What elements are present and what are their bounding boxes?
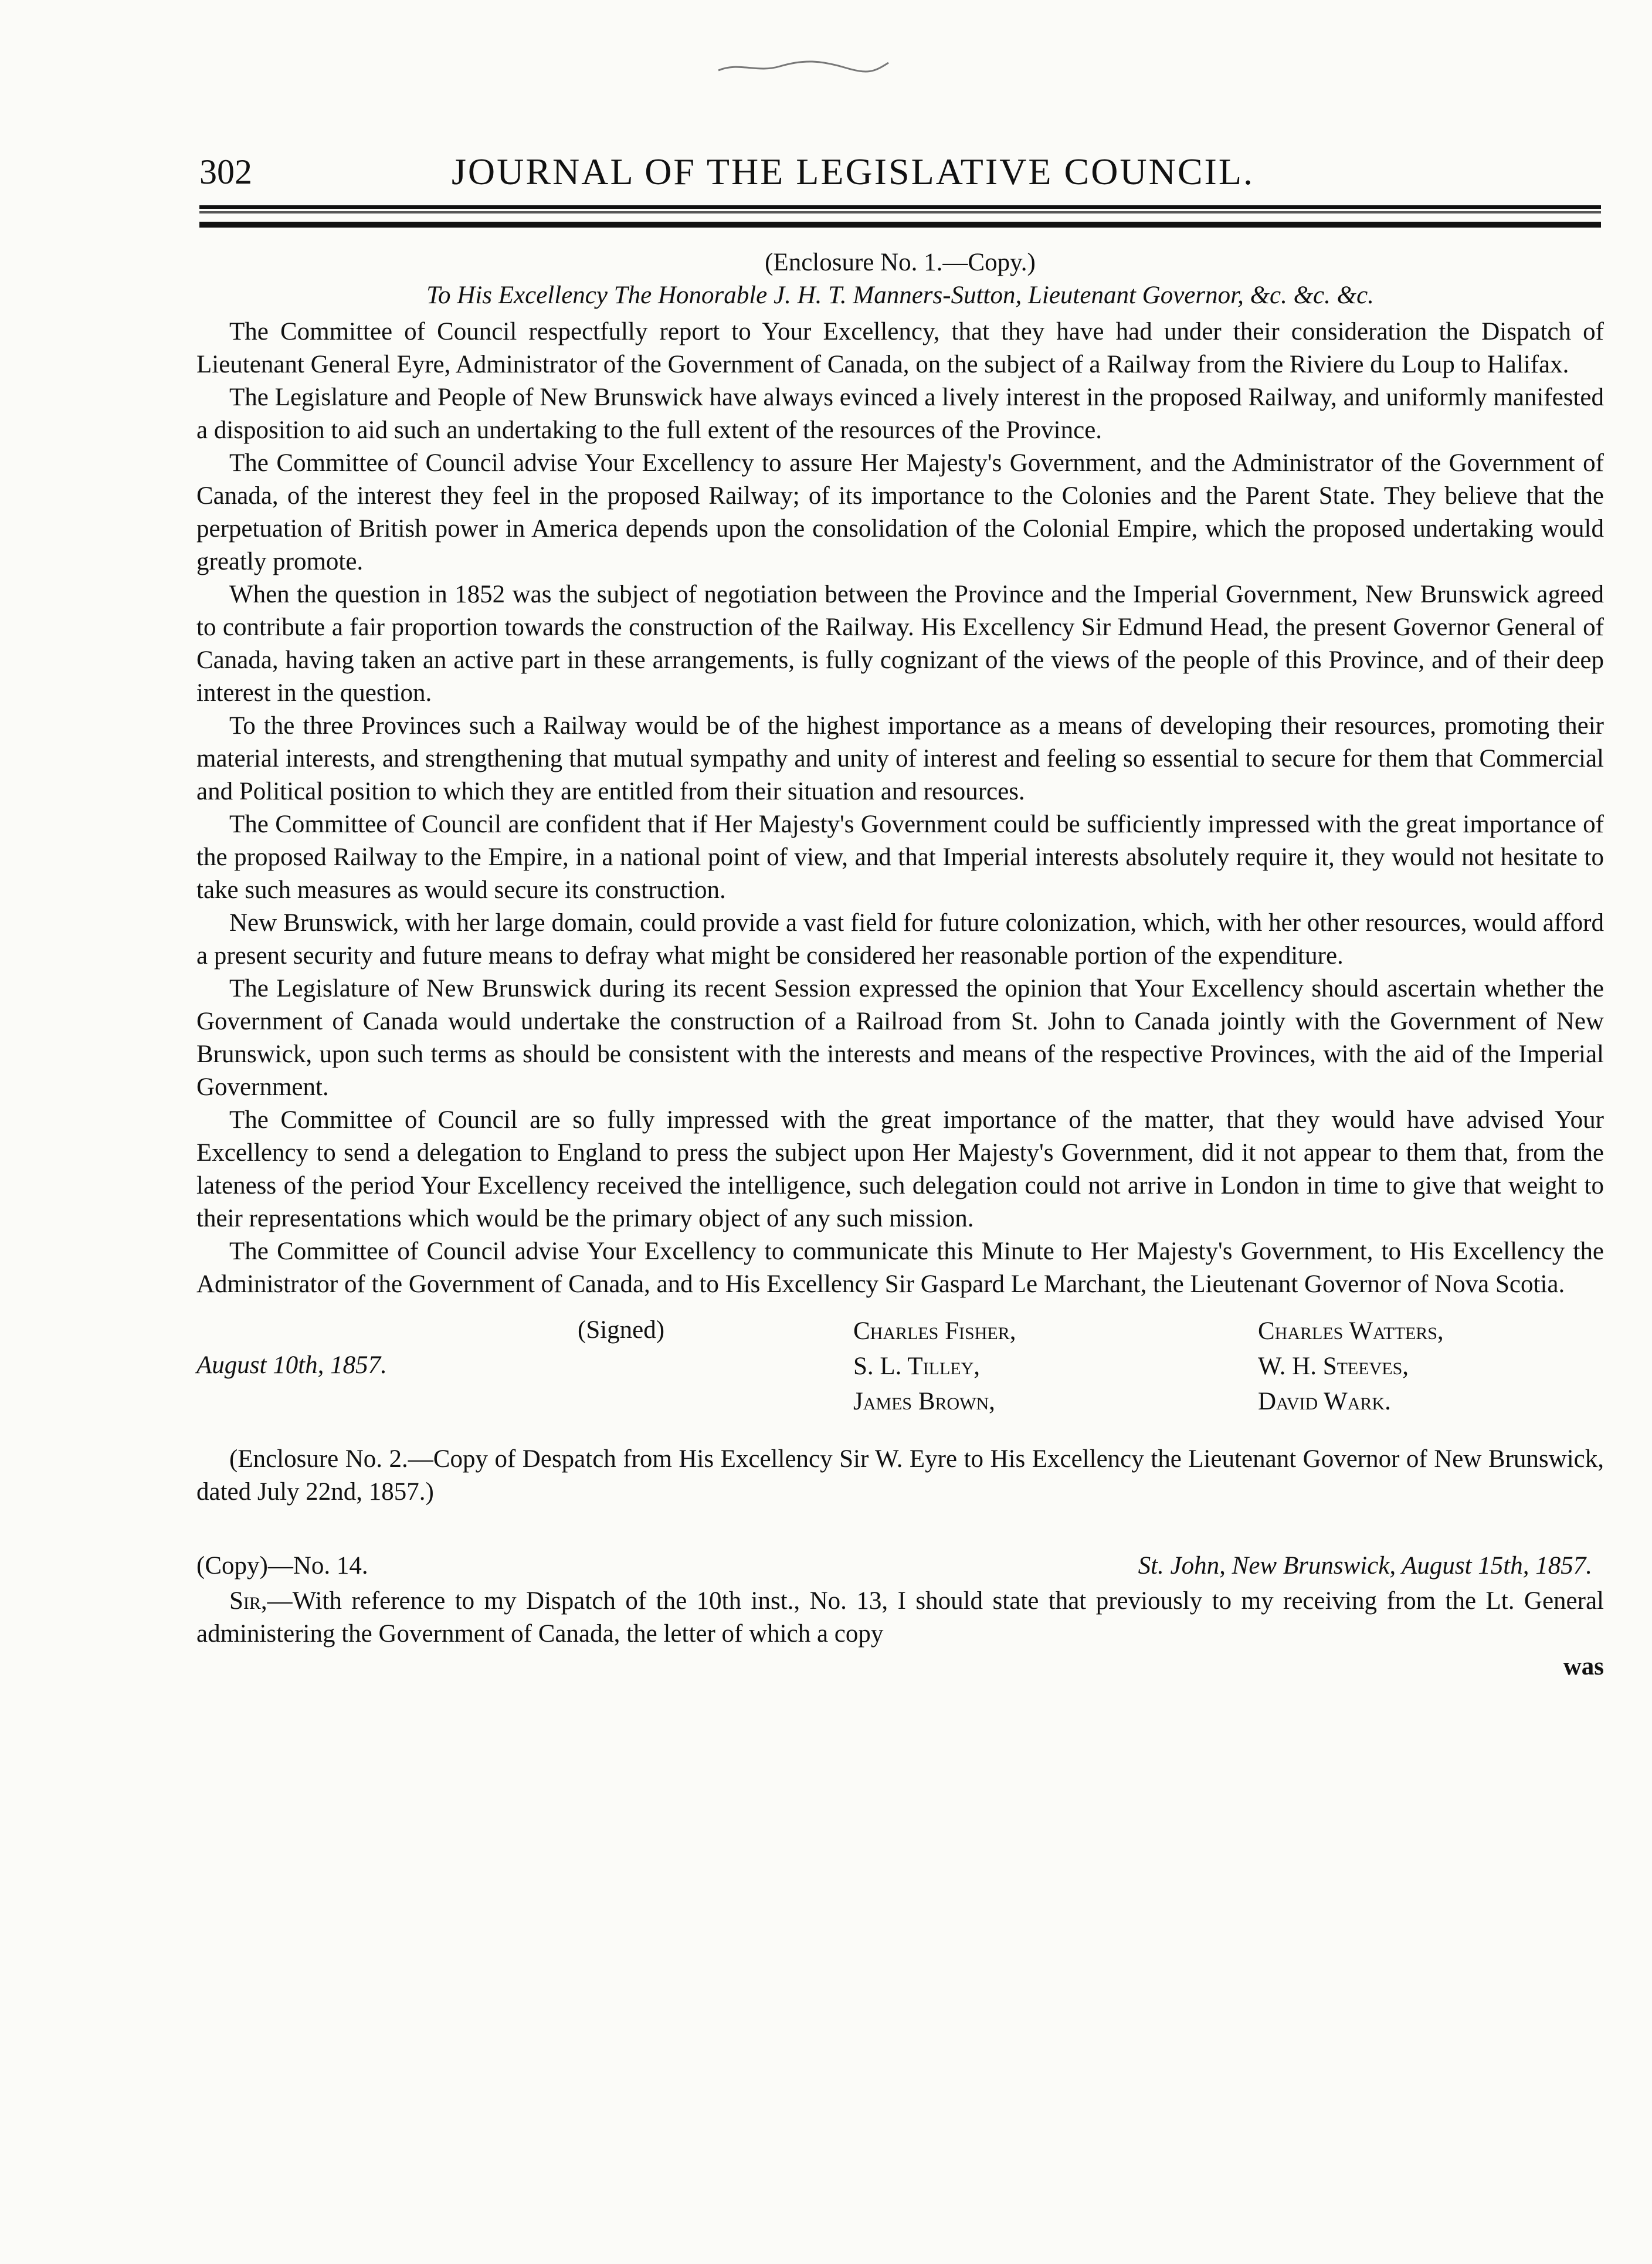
paragraph: New Brunswick, with her large domain, could provide a vast field for future colonization, which, with her other resources, would afford a present security and future means to defray what might be considered her reasonable portion of the expenditure. [196,909,1604,970]
salutation: Sir, [229,1587,267,1615]
signatory: James Brown, [853,1388,995,1415]
signatory: S. L. Tilley, [853,1353,981,1380]
paragraph: The Legislature of New Brunswick during its recent Session expressed the opinion that Your Excellency should ascertain whether the Government of Canada would undertake the construction of a Railroad from St. John to Canada jointly with the Government of New Brunswick, upon such terms as should be consistent with the interests and means of the respective Provinces, with the aid of the Imperial Government. [196,975,1604,1101]
copy-place-date: St. John, New Brunswick, August 15th, 1857. [1138,1552,1592,1580]
signatories-column-1 [853,1314,1016,1419]
paragraph: The Committee of Council are so fully impressed with the great importance of the matter, that they would have advised Your Excellency to send a delegation to England to press the subject upon Her Majesty's Government, did it not appear to them that, from the lateness of the period Your Excellency received the intelligence, such delegation could not arrive in London in time to give that weight to their representations which would be the primary object of any such mission. [196,1106,1604,1232]
page-header [199,145,1601,198]
paragraph: The Committee of Council respectfully report to Your Excellency, that they have had under their consideration the Dispatch of Lieutenant General Eyre, Administrator of the Government of Canada, on the subject of a Railway from the Riviere du Loup to Halifax. [196,318,1604,378]
document-body [196,246,1604,1683]
paragraph: When the question in 1852 was the subject of negotiation between the Province and the Imperial Government, New Brunswick agreed to contribute a fair proportion towards the construction of the Railway. His Excellency Sir Edmund Head, the present Governor General of Canada, having taken an active part in these arrangements, is fully cognizant of the views of the people of this Province, and of their deep interest in the question. [196,581,1604,707]
signature-date: August 10th, 1857. [196,1351,387,1379]
copy-14-body [196,1585,1604,1650]
signatory: W. H. Steeves, [1258,1353,1409,1380]
signatory: Charles Watters, [1258,1317,1444,1345]
page-number: 302 [199,152,252,191]
signatory: Charles Fisher, [853,1317,1016,1345]
enclosure-1-address: To His Excellency The Honorable J. H. T. Manners-Sutton, Lieutenant Governor, &c. &c. &c. [426,282,1374,309]
paragraph: The Legislature and People of New Brunswick have always evinced a lively interest in the proposed Railway, and uniformly manifested a disposition to aid such an undertaking to the full extent of the resources of the Province. [196,384,1604,444]
signatory: David Wark. [1258,1388,1391,1415]
paragraph: The Committee of Council are confident that if Her Majesty's Government could be sufficiently impressed with the great importance of the proposed Railway to the Empire, in a national point of view, and that Imperial interests absolutely require it, they would not hesitate to take such measures as would secure its construction. [196,811,1604,904]
signatories-column-2 [1258,1314,1444,1419]
copy-14-heading [196,1550,1604,1585]
header-rule [199,205,1601,228]
enclosure-2-caption: (Enclosure No. 2.—Copy of Despatch from His Excellency Sir W. Eyre to His Excellency the Lieutenant Governor of New Brunswick, dated July 22nd, 1857.) [196,1445,1604,1506]
paragraph: To the three Provinces such a Railway would be of the highest importance as a means of developing their resources, promoting their material interests, and strengthening that mutual sympathy and unity of interest and feeling so essential to secure for them that Commercial and Political position to which they are entitled from their situation and resources. [196,712,1604,805]
paragraph: The Committee of Council advise Your Excellency to communicate this Minute to Her Majesty's Government, to His Excellency the Administrator of the Government of Canada, and to His Excellency Sir Gaspard Le Marchant, the Lieutenant Governor of Nova Scotia. [196,1238,1604,1298]
ink-smudge [715,56,891,77]
enclosure-1-heading: (Enclosure No. 1.—Copy.) [765,249,1036,276]
copy-number: (Copy)—No. 14. [196,1552,368,1580]
copy-14-text: —With reference to my Dispatch of the 10th inst., No. 13, I should state that previously to my receiving from the Lt. General administering the Government of Canada, the letter of which a copy [196,1587,1604,1648]
signature-block [196,1314,1604,1419]
paragraph: The Committee of Council advise Your Excellency to assure Her Majesty's Government, and the Administrator of the Government of Canada, of the interest they feel in the proposed Railway; of its importance to the Colonies and the Parent State. They believe that the perpetuation of British power in America depends upon the consolidation of the Colonial Empire, which the proposed undertaking would greatly promote. [196,449,1604,575]
catchword: was [1563,1653,1604,1680]
journal-title: JOURNAL OF THE LEGISLATIVE COUNCIL. [452,151,1254,192]
signed-label: (Signed) [578,1316,665,1344]
